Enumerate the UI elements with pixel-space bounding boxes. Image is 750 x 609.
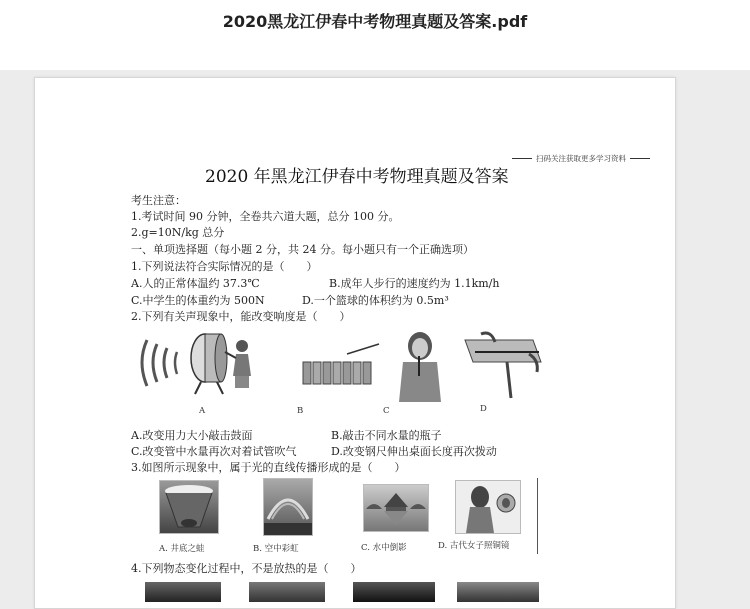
- header-note: [512, 153, 650, 164]
- q2-option-d: D.改变钢尺伸出桌面长度再次拨动: [331, 445, 497, 458]
- q2-label-d: D: [480, 404, 487, 414]
- well-frog-icon: [160, 481, 218, 533]
- reflection-icon: [364, 485, 428, 531]
- q1-option-a: A.人的正常体温约 37.3℃: [131, 277, 260, 290]
- file-title: 2020黑龙江伊春中考物理真题及答案.pdf: [222, 12, 528, 31]
- q2-option-a: A.改变用力大小敲击鼓面: [131, 429, 253, 442]
- q2-option-c: C.改变管中水量再次对着试管吹气: [131, 445, 297, 458]
- bronze-mirror-photo: [455, 480, 521, 534]
- q3-label-c: C. 水中倒影: [361, 543, 407, 553]
- notice-line-2: 2.g=10N/kg 总分: [131, 226, 225, 239]
- question-2: 2.下列有关声现象中，能改变响度是（ ）: [131, 310, 351, 323]
- q1-option-b: B.成年人步行的速度约为 1.1km/h: [329, 277, 500, 290]
- q4-image-b: [249, 582, 325, 602]
- header-note-text: 扫码关注获取更多学习资料: [536, 154, 626, 163]
- question-3: 3.如图所示现象中，属于光的直线传播形成的是（ ）: [131, 461, 406, 474]
- question-1: 1.下列说法符合实际情况的是（ ）: [131, 260, 318, 273]
- q2-label-a: A: [199, 406, 206, 416]
- q4-image-a: [145, 582, 221, 602]
- q2-option-b: B.敲击不同水量的瓶子: [331, 429, 442, 442]
- bottles-illustration: [303, 344, 379, 384]
- viewer-header: [0, 0, 750, 70]
- paper-title: 2020 年黑龙江伊春中考物理真题及答案: [205, 167, 509, 187]
- q3-label-d: D. 古代女子照铜镜: [438, 541, 510, 551]
- q4-image-c: [353, 582, 435, 602]
- notice-label: 考生注意：: [131, 194, 186, 207]
- q2-label-b: B: [297, 406, 304, 416]
- drum-illustration: [142, 334, 251, 394]
- q3-label-a: A. 井底之蛙: [159, 544, 205, 554]
- question-4: 4.下列物态变化过程中，不是放热的是（ ）: [131, 562, 362, 575]
- well-frog-photo: [159, 480, 219, 534]
- q1-option-c: C.中学生的体重约为 500N: [131, 294, 265, 307]
- girl-tube-illustration: [399, 332, 441, 402]
- q4-image-d: [457, 582, 539, 602]
- section-heading: 一、单项选择题（每小题 2 分，共 24 分。每小题只有一个正确选项）: [131, 243, 474, 256]
- notice-line-1: 1.考试时间 90 分钟，全卷共六道大题，总分 100 分。: [131, 210, 400, 223]
- ruler-illustration: [465, 333, 541, 398]
- rainbow-icon: [264, 479, 312, 535]
- header-dash-left: [512, 158, 532, 159]
- rainbow-photo: [263, 478, 313, 536]
- water-reflection-photo: [363, 484, 429, 532]
- q3-label-b: B. 空中彩虹: [253, 544, 299, 554]
- figure-border-line: [537, 478, 538, 554]
- q1-option-d: D.一个篮球的体积约为 0.5m³: [302, 294, 449, 307]
- q2-label-c: C: [383, 406, 390, 416]
- woman-mirror-icon: [456, 481, 520, 533]
- pdf-page[interactable]: [34, 77, 676, 609]
- header-dash-right: [630, 158, 650, 159]
